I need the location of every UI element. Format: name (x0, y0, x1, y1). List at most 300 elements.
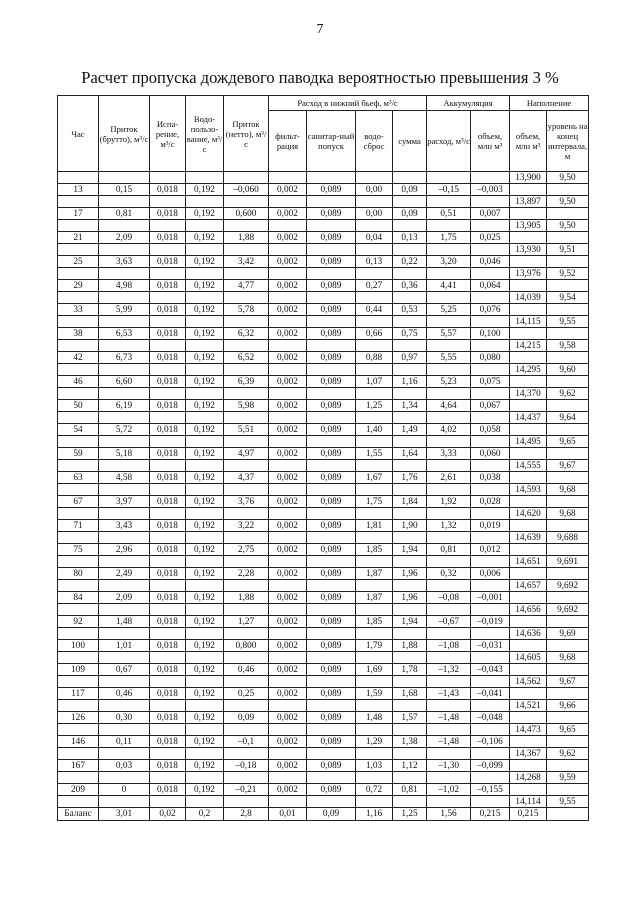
empty-cell (99, 196, 150, 208)
accum-volume-cell: 0,058 (471, 424, 510, 436)
accum-volume-cell: 0,100 (471, 328, 510, 340)
water-use-cell: 0,192 (186, 688, 224, 700)
table-row (58, 424, 589, 436)
fill-volume-cell: 14,495 (510, 436, 547, 448)
empty-cell (510, 736, 547, 748)
sum-cell: 1,94 (393, 544, 427, 556)
inflow-net-cell: 3,76 (224, 496, 269, 508)
table-row (58, 712, 589, 724)
empty-cell (427, 676, 471, 688)
fill-state-row (58, 508, 589, 520)
empty-cell (186, 244, 224, 256)
empty-cell (547, 616, 589, 628)
empty-cell (99, 700, 150, 712)
empty-cell (99, 340, 150, 352)
filtration-cell: 0,002 (269, 448, 307, 460)
sum-cell: 1,88 (393, 640, 427, 652)
empty-cell (150, 748, 186, 760)
fill-level-cell: 9,55 (547, 796, 589, 808)
empty-cell (356, 388, 393, 400)
empty-cell (547, 400, 589, 412)
empty-cell (356, 604, 393, 616)
accum-volume-cell: 0,012 (471, 544, 510, 556)
empty-cell (471, 772, 510, 784)
header-accum-volume: объем, млн м³ (471, 111, 510, 172)
evaporation-cell: 0,018 (150, 736, 186, 748)
accum-rate-cell: –0,15 (427, 184, 471, 196)
empty-cell (510, 448, 547, 460)
spillway-cell: 1,55 (356, 448, 393, 460)
water-use-cell: 0,192 (186, 184, 224, 196)
header-accumulation-group: Аккумуляция (427, 96, 510, 111)
fill-volume-cell: 14,555 (510, 460, 547, 472)
empty-cell (510, 184, 547, 196)
empty-cell (547, 304, 589, 316)
spillway-cell: 1,87 (356, 568, 393, 580)
empty-cell (471, 220, 510, 232)
empty-cell (58, 484, 99, 496)
table-row (58, 664, 589, 676)
fill-volume-cell: 14,370 (510, 388, 547, 400)
empty-cell (224, 508, 269, 520)
filtration-cell: 0,002 (269, 376, 307, 388)
hour-cell: 63 (58, 472, 99, 484)
filtration-cell: 0,002 (269, 784, 307, 796)
filtration-cell: 0,002 (269, 640, 307, 652)
empty-cell (547, 544, 589, 556)
inflow-gross-cell: 0,30 (99, 712, 150, 724)
fill-state-row (58, 628, 589, 640)
hour-cell: 100 (58, 640, 99, 652)
empty-cell (99, 628, 150, 640)
empty-cell (547, 448, 589, 460)
balance-accum-rate: 1,56 (427, 808, 471, 821)
water-use-cell: 0,192 (186, 232, 224, 244)
filtration-cell: 0,002 (269, 280, 307, 292)
accum-rate-cell: –0,67 (427, 616, 471, 628)
empty-cell (99, 652, 150, 664)
hour-cell: 117 (58, 688, 99, 700)
fill-level-cell: 9,54 (547, 292, 589, 304)
empty-cell (427, 772, 471, 784)
sum-cell: 1,16 (393, 376, 427, 388)
sanitary-cell: 0,089 (307, 760, 356, 772)
empty-cell (99, 316, 150, 328)
inflow-net-cell: –0,060 (224, 184, 269, 196)
empty-cell (356, 436, 393, 448)
fill-state-row (58, 796, 589, 808)
empty-cell (269, 556, 307, 568)
empty-cell (186, 676, 224, 688)
empty-cell (356, 652, 393, 664)
inflow-gross-cell: 0,46 (99, 688, 150, 700)
accum-rate-cell: 5,57 (427, 328, 471, 340)
sanitary-cell: 0,089 (307, 664, 356, 676)
accum-rate-cell: 5,55 (427, 352, 471, 364)
header-fill-volume: объем, млн м³ (510, 111, 547, 172)
sum-cell: 0,13 (393, 232, 427, 244)
water-use-cell: 0,192 (186, 376, 224, 388)
empty-cell (393, 580, 427, 592)
balance-sum: 1,25 (393, 808, 427, 821)
accum-rate-cell: 2,61 (427, 472, 471, 484)
accum-rate-cell: 0,51 (427, 208, 471, 220)
empty-cell (224, 724, 269, 736)
hour-cell: 167 (58, 760, 99, 772)
empty-cell (269, 340, 307, 352)
water-use-cell: 0,192 (186, 760, 224, 772)
filtration-cell: 0,002 (269, 616, 307, 628)
empty-cell (269, 268, 307, 280)
accum-volume-cell: –0,041 (471, 688, 510, 700)
empty-cell (58, 316, 99, 328)
sanitary-cell: 0,089 (307, 232, 356, 244)
water-use-cell: 0,192 (186, 640, 224, 652)
empty-cell (471, 556, 510, 568)
empty-cell (356, 700, 393, 712)
empty-cell (186, 292, 224, 304)
hour-cell: 42 (58, 352, 99, 364)
inflow-gross-cell: 3,63 (99, 256, 150, 268)
spillway-cell: 1,75 (356, 496, 393, 508)
empty-cell (393, 436, 427, 448)
inflow-net-cell: 1,88 (224, 232, 269, 244)
inflow-net-cell: 6,52 (224, 352, 269, 364)
inflow-net-cell: 3,22 (224, 520, 269, 532)
evaporation-cell: 0,018 (150, 472, 186, 484)
empty-cell (510, 712, 547, 724)
balance-spillway: 1,16 (356, 808, 393, 821)
empty-cell (150, 220, 186, 232)
fill-state-row (58, 412, 589, 424)
inflow-net-cell: 4,97 (224, 448, 269, 460)
empty-cell (186, 532, 224, 544)
filtration-cell: 0,002 (269, 736, 307, 748)
empty-cell (393, 724, 427, 736)
empty-cell (356, 580, 393, 592)
empty-cell (356, 724, 393, 736)
empty-cell (510, 544, 547, 556)
water-use-cell: 0,192 (186, 664, 224, 676)
accum-volume-cell: 0,064 (471, 280, 510, 292)
empty-cell (224, 700, 269, 712)
fill-volume-cell: 14,039 (510, 292, 547, 304)
empty-cell (427, 244, 471, 256)
empty-cell (269, 652, 307, 664)
fill-volume-cell: 13,897 (510, 196, 547, 208)
empty-cell (150, 412, 186, 424)
fill-volume-cell: 14,651 (510, 556, 547, 568)
accum-volume-cell: –0,001 (471, 592, 510, 604)
empty-cell (58, 364, 99, 376)
page-number: 7 (316, 22, 324, 37)
inflow-net-cell: –0,18 (224, 760, 269, 772)
table-row (58, 208, 589, 220)
fill-level-cell: 9,66 (547, 700, 589, 712)
fill-state-row (58, 724, 589, 736)
empty-cell (471, 364, 510, 376)
inflow-gross-cell: 6,60 (99, 376, 150, 388)
empty-cell (150, 556, 186, 568)
empty-cell (356, 508, 393, 520)
page-title: Расчет пропуска дождевого паводка вероятностью превышения 3 % (81, 68, 559, 87)
inflow-gross-cell: 2,09 (99, 592, 150, 604)
empty-cell (269, 772, 307, 784)
inflow-gross-cell: 0 (99, 784, 150, 796)
empty-cell (150, 364, 186, 376)
fill-state-row (58, 532, 589, 544)
inflow-gross-cell: 2,96 (99, 544, 150, 556)
evaporation-cell: 0,018 (150, 184, 186, 196)
empty-cell (471, 388, 510, 400)
empty-cell (269, 412, 307, 424)
fill-volume-cell: 14,639 (510, 532, 547, 544)
empty-cell (510, 592, 547, 604)
empty-cell (471, 652, 510, 664)
empty-cell (186, 268, 224, 280)
empty-cell (356, 628, 393, 640)
fill-level-cell: 9,64 (547, 412, 589, 424)
empty-cell (224, 532, 269, 544)
spillway-cell: 1,85 (356, 544, 393, 556)
inflow-gross-cell: 0,11 (99, 736, 150, 748)
sanitary-cell: 0,089 (307, 376, 356, 388)
empty-cell (150, 460, 186, 472)
empty-cell (393, 532, 427, 544)
empty-cell (547, 736, 589, 748)
empty-cell (471, 436, 510, 448)
empty-cell (58, 580, 99, 592)
empty-cell (393, 508, 427, 520)
fill-state-row (58, 772, 589, 784)
inflow-gross-cell: 1,48 (99, 616, 150, 628)
accum-volume-cell: 0,006 (471, 568, 510, 580)
empty-cell (99, 796, 150, 808)
sanitary-cell: 0,089 (307, 424, 356, 436)
empty-cell (393, 460, 427, 472)
empty-cell (224, 412, 269, 424)
fill-state-row (58, 556, 589, 568)
accum-rate-cell: 5,23 (427, 376, 471, 388)
empty-cell (471, 580, 510, 592)
evaporation-cell: 0,018 (150, 304, 186, 316)
spillway-cell: 1,81 (356, 520, 393, 532)
accum-rate-cell: 0,81 (427, 544, 471, 556)
fill-level-cell: 9,65 (547, 724, 589, 736)
empty-cell (427, 412, 471, 424)
sum-cell: 1,12 (393, 760, 427, 772)
empty-cell (356, 220, 393, 232)
empty-cell (99, 508, 150, 520)
spillway-cell: 0,13 (356, 256, 393, 268)
empty-cell (224, 676, 269, 688)
empty-cell (510, 640, 547, 652)
sum-cell: 0,97 (393, 352, 427, 364)
empty-cell (150, 532, 186, 544)
empty-cell (427, 748, 471, 760)
accum-volume-cell: –0,106 (471, 736, 510, 748)
evaporation-cell: 0,018 (150, 376, 186, 388)
empty-cell (150, 580, 186, 592)
empty-cell (427, 484, 471, 496)
empty-cell (510, 400, 547, 412)
inflow-gross-cell: 0,03 (99, 760, 150, 772)
empty-cell (307, 412, 356, 424)
table-row (58, 496, 589, 508)
accum-rate-cell: 4,41 (427, 280, 471, 292)
empty-cell (427, 436, 471, 448)
inflow-gross-cell: 4,98 (99, 280, 150, 292)
empty-cell (356, 412, 393, 424)
filtration-cell: 0,002 (269, 712, 307, 724)
empty-cell (510, 376, 547, 388)
inflow-gross-cell: 6,73 (99, 352, 150, 364)
empty-cell (269, 508, 307, 520)
empty-cell (471, 724, 510, 736)
spillway-cell: 1,67 (356, 472, 393, 484)
empty-cell (427, 556, 471, 568)
empty-cell (356, 292, 393, 304)
empty-cell (427, 220, 471, 232)
accum-volume-cell: 0,046 (471, 256, 510, 268)
empty-cell (510, 496, 547, 508)
empty-cell (393, 196, 427, 208)
table-row (58, 352, 589, 364)
spillway-cell: 1,03 (356, 760, 393, 772)
sum-cell: 1,78 (393, 664, 427, 676)
inflow-gross-cell: 6,19 (99, 400, 150, 412)
empty-cell (269, 604, 307, 616)
inflow-net-cell: 1,27 (224, 616, 269, 628)
accum-rate-cell: 0,32 (427, 568, 471, 580)
inflow-net-cell: 0,25 (224, 688, 269, 700)
sum-cell: 1,94 (393, 616, 427, 628)
table-row (58, 280, 589, 292)
accum-rate-cell: 1,32 (427, 520, 471, 532)
empty-cell (393, 292, 427, 304)
empty-cell (150, 244, 186, 256)
fill-state-row (58, 340, 589, 352)
empty-cell (356, 748, 393, 760)
empty-cell (356, 484, 393, 496)
accum-volume-cell: –0,155 (471, 784, 510, 796)
empty-cell (356, 460, 393, 472)
empty-cell (471, 484, 510, 496)
empty-cell (58, 268, 99, 280)
empty-cell (547, 664, 589, 676)
fill-volume-cell: 14,593 (510, 484, 547, 496)
empty-cell (510, 664, 547, 676)
sanitary-cell: 0,089 (307, 352, 356, 364)
accum-rate-cell: 1,92 (427, 496, 471, 508)
empty-cell (224, 268, 269, 280)
sanitary-cell: 0,089 (307, 472, 356, 484)
filtration-cell: 0,002 (269, 496, 307, 508)
header-water-use: Водо-пользо-вание, м³/с (186, 96, 224, 172)
spillway-cell: 0,27 (356, 280, 393, 292)
hour-cell: 17 (58, 208, 99, 220)
empty-cell (356, 676, 393, 688)
empty-cell (393, 340, 427, 352)
inflow-net-cell: 6,32 (224, 328, 269, 340)
empty-cell (99, 748, 150, 760)
sanitary-cell: 0,089 (307, 736, 356, 748)
sanitary-cell: 0,089 (307, 448, 356, 460)
empty-cell (186, 196, 224, 208)
table-row (58, 400, 589, 412)
evaporation-cell: 0,018 (150, 568, 186, 580)
empty-cell (224, 196, 269, 208)
fill-volume-cell: 13,930 (510, 244, 547, 256)
empty-cell (307, 796, 356, 808)
table-row (58, 784, 589, 796)
spillway-cell: 1,79 (356, 640, 393, 652)
fill-volume-cell: 13,976 (510, 268, 547, 280)
filtration-cell: 0,002 (269, 568, 307, 580)
sum-cell: 1,90 (393, 520, 427, 532)
filtration-cell: 0,002 (269, 256, 307, 268)
inflow-net-cell: 0,09 (224, 712, 269, 724)
water-use-cell: 0,192 (186, 280, 224, 292)
fill-state-row (58, 676, 589, 688)
water-use-cell: 0,192 (186, 400, 224, 412)
empty-cell (356, 364, 393, 376)
hour-cell: 29 (58, 280, 99, 292)
empty-cell (510, 784, 547, 796)
accum-volume-cell: 0,060 (471, 448, 510, 460)
inflow-net-cell: 5,78 (224, 304, 269, 316)
empty-cell (224, 364, 269, 376)
empty-cell (510, 256, 547, 268)
empty-cell (269, 724, 307, 736)
empty-cell (307, 652, 356, 664)
inflow-gross-cell: 5,18 (99, 448, 150, 460)
evaporation-cell: 0,018 (150, 592, 186, 604)
evaporation-cell: 0,018 (150, 688, 186, 700)
balance-water-use: 0,2 (186, 808, 224, 821)
inflow-net-cell: 1,88 (224, 592, 269, 604)
inflow-net-cell: 2,28 (224, 568, 269, 580)
empty-cell (307, 268, 356, 280)
empty-cell (224, 628, 269, 640)
empty-cell (510, 688, 547, 700)
sanitary-cell: 0,089 (307, 616, 356, 628)
spillway-cell: 1,48 (356, 712, 393, 724)
empty-cell (186, 628, 224, 640)
empty-cell (307, 676, 356, 688)
sum-cell: 1,96 (393, 568, 427, 580)
empty-cell (269, 292, 307, 304)
filtration-cell: 0,002 (269, 328, 307, 340)
empty-cell (186, 796, 224, 808)
empty-cell (58, 460, 99, 472)
table-row (58, 640, 589, 652)
accum-rate-cell: –0,08 (427, 592, 471, 604)
water-use-cell: 0,192 (186, 304, 224, 316)
water-use-cell: 0,192 (186, 256, 224, 268)
empty-cell (547, 280, 589, 292)
sanitary-cell: 0,089 (307, 544, 356, 556)
empty-cell (547, 472, 589, 484)
filtration-cell: 0,002 (269, 304, 307, 316)
evaporation-cell: 0,018 (150, 616, 186, 628)
accum-volume-cell: 0,038 (471, 472, 510, 484)
water-use-cell: 0,192 (186, 592, 224, 604)
hour-cell: 46 (58, 376, 99, 388)
empty-cell (307, 316, 356, 328)
spillway-cell: 1,07 (356, 376, 393, 388)
hour-cell: 21 (58, 232, 99, 244)
